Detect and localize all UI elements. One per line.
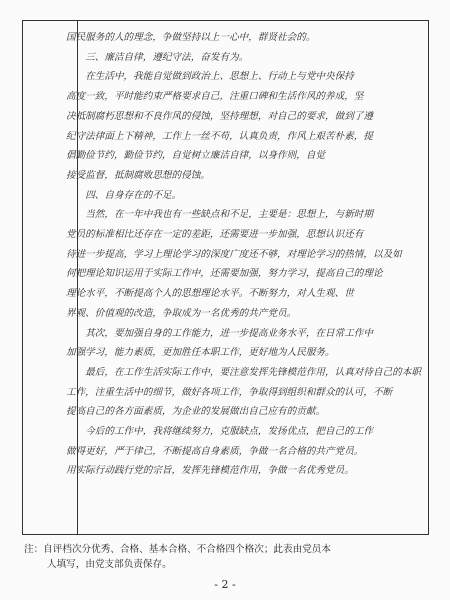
handwritten-line: 纪守法律面上下精神，工作上一丝不苟，认真负责，作风上艰苦朴素，提 [66, 130, 373, 142]
handwritten-line: 提高自己的各方面素质，为企业的发展做出自己应有的贡献。 [66, 406, 326, 418]
handwritten-line: 在生活中，我能自觉做到政治上、思想上、行动上与党中央保持 [85, 71, 354, 83]
handwritten-line: 决抵制腐朽思想和不良作风的侵蚀，坚持理想，对自己的要求，做到了遵 [66, 110, 373, 122]
handwritten-line: 今后的工作中，我将继续努力，克服缺点，发扬优点，把自己的工作 [85, 426, 373, 438]
handwritten-line: 加强学习，能力素质，更加胜任本职工作，更好地为人民服务。 [66, 347, 335, 359]
handwritten-self-assessment [66, 28, 430, 481]
handwritten-line: 待进一步提高，学习上理论学习的深度广度还不够，对理论学习的热情，以及如 [66, 248, 402, 260]
page-number: - 2 - [214, 578, 236, 591]
handwritten-line: 界观、价值观的改造，争取成为一名优秀的共产党员。 [66, 307, 297, 319]
footnote-line: 注：自评档次分优秀、合格、基本合格、不合格四个格次；此表由党员本 [24, 544, 331, 555]
handwritten-line: 党员的标准相比还存在一定的差距，还需要进一步加强，思想认识还有 [66, 229, 364, 241]
handwritten-line: 理论水平，不断提高个人的思想理论水平。不断努力，对人生观、世 [66, 288, 354, 300]
handwritten-line: 国民服务的人的理念，争做坚持以上一心中，群贤社会的。 [66, 32, 316, 43]
footnote-line: 人填写，由党支部负责保存。 [47, 559, 172, 570]
handwritten-heading: 四、自身存在的不足。 [85, 189, 182, 201]
handwritten-line: 何把理论知识运用于实际工作中，还需要加强，努力学习，提高自己的理论 [66, 268, 383, 280]
handwritten-line: 高度一致，平时能约束严格要求自己，注重口碑和生活作风的养成，坚 [66, 91, 364, 103]
handwritten-line: 当然，在一年中我也有一些缺点和不足，主要是：思想上，与新时期 [85, 209, 373, 221]
handwritten-heading: 三、廉洁自律，遵纪守法，奋发有为。 [85, 51, 249, 63]
handwritten-line: 倡勤俭节约，勤俭节约，自觉树立廉洁自律，以身作则，自觉 [66, 150, 326, 162]
handwritten-line: 做得更好，严于律己，不断提高自身素质，争做一名合格的共产党员。 [66, 445, 364, 457]
handwritten-line: 用实际行动践行党的宗旨，发挥先锋模范作用，争做一名优秀党员。 [66, 465, 354, 477]
handwritten-line: 其次，要加强自身的工作能力，进一步提高业务水平，在日常工作中 [85, 327, 373, 339]
footnote [24, 542, 434, 572]
handwritten-line: 接受监督，抵制腐败思想的侵蚀。 [66, 169, 210, 181]
handwritten-line: 最后，在工作生活实际工作中，要注意发挥先锋模范作用，认真对待自己的本职 [85, 366, 421, 378]
handwritten-line: 工作，注重生活中的细节，做好各项工作，争取得到组织和群众的认可，不断 [66, 386, 393, 398]
